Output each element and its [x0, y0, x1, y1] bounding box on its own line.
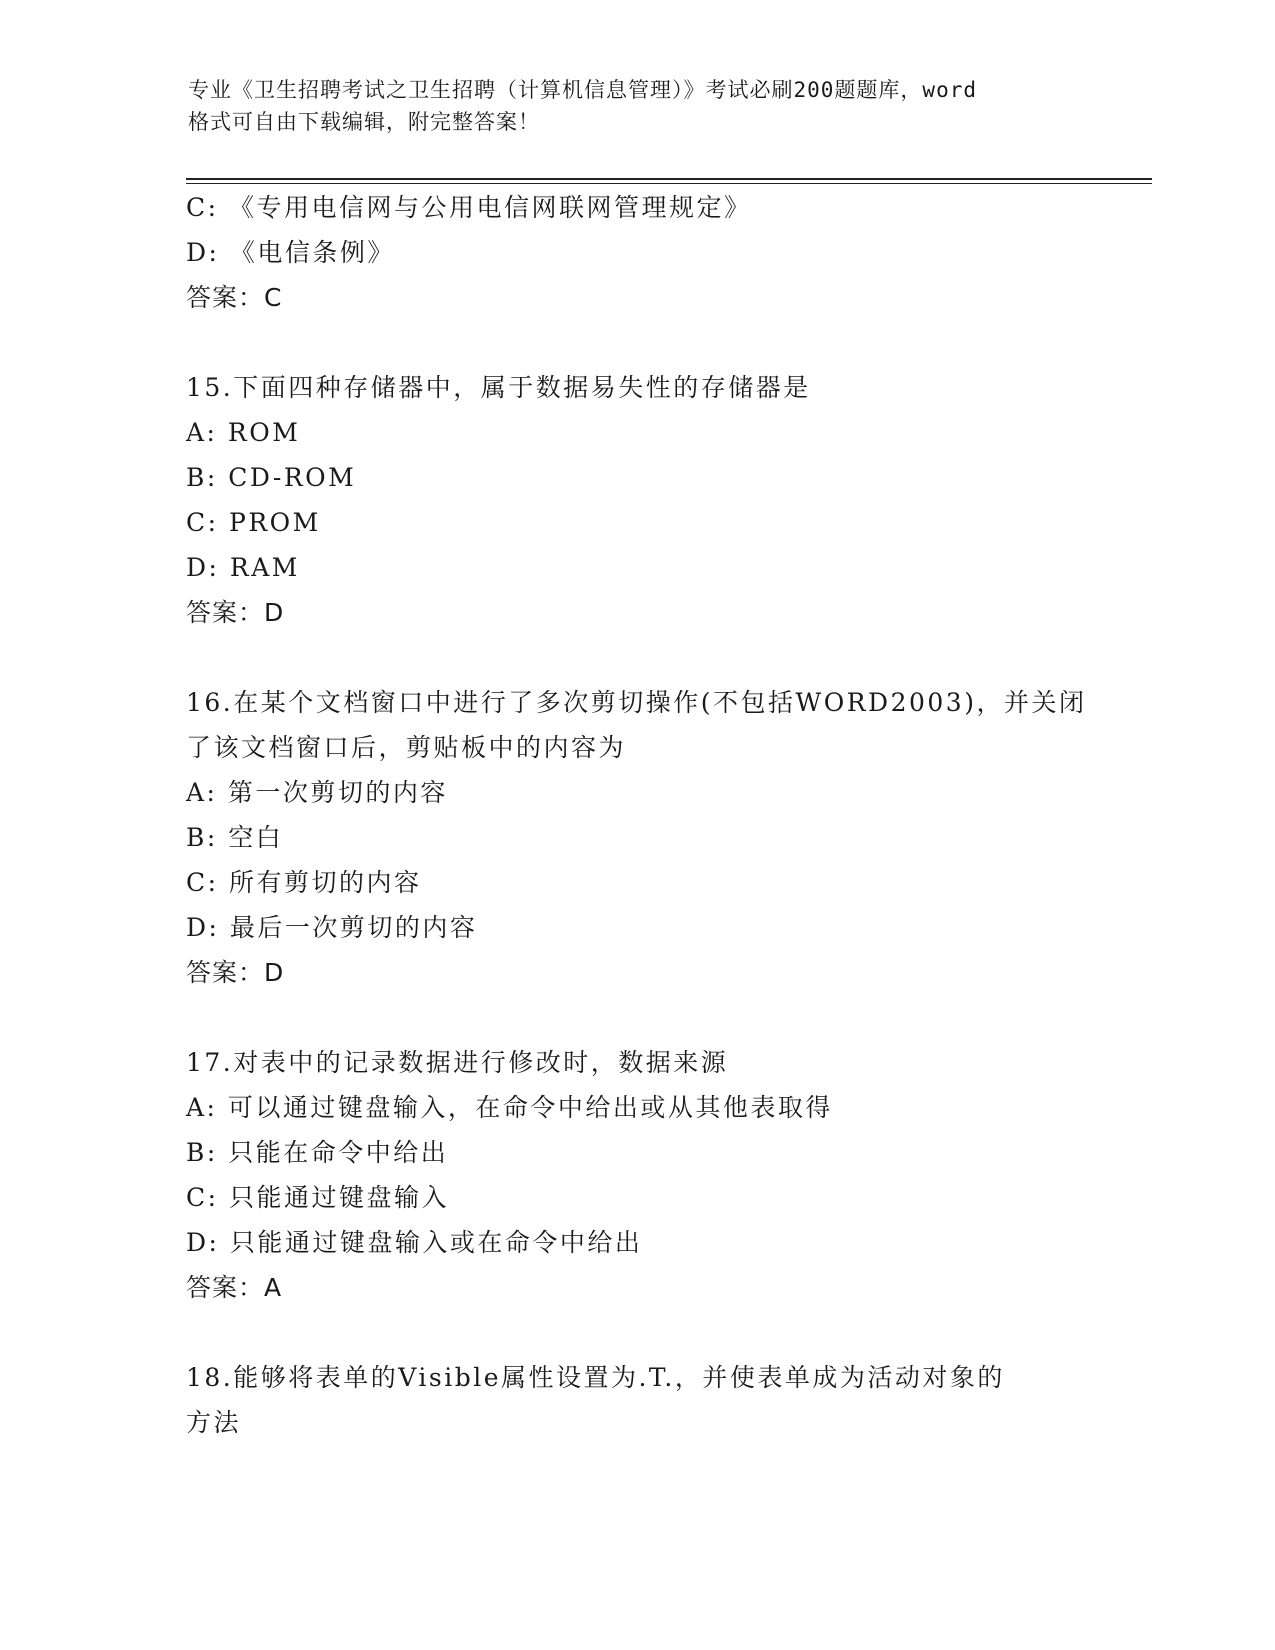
question-16-answer: 答案：D [186, 958, 285, 987]
prev-answer: 答案：C [186, 283, 283, 312]
header-divider-thin [186, 183, 1152, 184]
question-16-option-a: A: 第一次剪切的内容 [186, 778, 448, 807]
question-16-option-d: D: 最后一次剪切的内容 [186, 913, 478, 942]
question-16-option-c: C: 所有剪切的内容 [186, 868, 422, 897]
question-18-stem-line-2: 方法 [186, 1408, 242, 1437]
question-17-option-a: A: 可以通过键盘输入，在命令中给出或从其他表取得 [186, 1093, 833, 1122]
header-line-2: 格式可自由下载编辑，附完整答案！ [188, 110, 540, 134]
question-15-option-c: C: PROM [186, 508, 321, 537]
question-17-option-d: D: 只能通过键盘输入或在命令中给出 [186, 1228, 643, 1257]
question-18-stem-line-1: 18.能够将表单的Visible属性设置为.T.，并使表单成为活动对象的 [186, 1363, 1005, 1392]
question-17-option-c: C: 只能通过键盘输入 [186, 1183, 449, 1212]
question-16-option-b: B: 空白 [186, 823, 284, 852]
question-16-stem-line-2: 了该文档窗口后，剪贴板中的内容为 [186, 733, 627, 762]
header-divider-thick [186, 178, 1152, 180]
question-15-option-d: D: RAM [186, 553, 300, 582]
question-15-option-a: A: ROM [186, 418, 301, 447]
question-16-stem-line-1: 16.在某个文档窗口中进行了多次剪切操作(不包括WORD2003)，并关闭 [186, 688, 1087, 717]
header-line-1: 专业《卫生招聘考试之卫生招聘（计算机信息管理）》考试必刷200题题库，word [188, 78, 977, 102]
prev-option-d: D: 《电信条例》 [186, 238, 395, 267]
question-15-stem: 15.下面四种存储器中，属于数据易失性的存储器是 [186, 373, 811, 402]
question-17-stem: 17.对表中的记录数据进行修改时，数据来源 [186, 1048, 729, 1077]
document-header [188, 74, 1088, 138]
question-15-option-b: B: CD-ROM [186, 463, 357, 492]
question-17-answer: 答案：A [186, 1273, 283, 1302]
question-15-answer: 答案：D [186, 598, 285, 627]
prev-option-c: C: 《专用电信网与公用电信网联网管理规定》 [186, 193, 752, 222]
question-17-option-b: B: 只能在命令中给出 [186, 1138, 449, 1167]
